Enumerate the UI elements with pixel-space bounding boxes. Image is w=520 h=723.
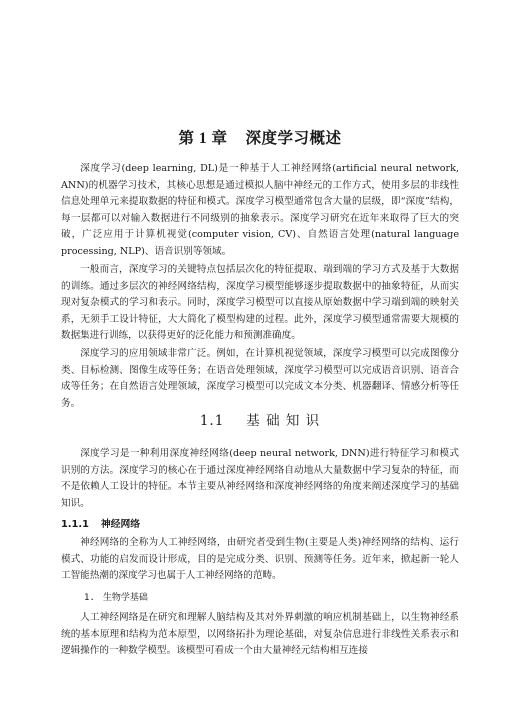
subsection-heading [61,516,140,530]
chapter-title-text: 深度学习概述 [245,128,342,147]
section-title-text: 基 础 知 识 [246,413,321,429]
intro-paragraph-1: 深度学习(deep learning, DL)是一种基于人工神经网络(artificial neural network, ANN)的机器学习技术，其核心思想是通过模拟人脑中神经元的工作方式，使用多层的非线性信息处理单元来提取数据的特征和模式。深度学习模型通常包含大量的层级，即“深度”结构，每一层都可以对输入数据进行不同级别的抽象表示。深度学习研究在近年来取得了巨大的突破，广泛应用于计算机视觉(computer vision, CV)、自然语言处理(natural language processing, NLP)、语音识别等领域。 [61,163,459,257]
chapter-title [0,126,520,148]
item-paragraph: 人工神经网络是在研究和理解人脑结构及其对外界刺激的响应机制基础上，以生物神经系统的基本原理和结构为范本原型，以网络拓扑为理论基础，对复杂信息进行非线性关系表示和逻辑操作的一种数学模型。该模型可看成一个由大量神经元结构相互连接 [61,612,459,656]
subsection-number: 1.1.1 [61,519,89,530]
section-heading [0,409,520,429]
chapter-number: 第 1 章 [178,130,228,147]
item-number: 1. [84,593,95,603]
intro-paragraph-3: 深度学习的应用领域非常广泛。例如，在计算机视觉领域，深度学习模型可以完成图像分类、目标检测、图像生成等任务；在语音处理领域，深度学习模型可以完成语音识别、语音合成等任务；在自然语言处理领域，深度学习模型可以完成文本分类、机器翻译、情感分析等任务。 [61,348,459,409]
subsection-paragraph: 神经网络的全称为人工神经网络，由研究者受到生物(主要是人类)神经网络的结构、运行模式、功能的启发而设计形成，目的是完成分类、识别、预测等任务。近年来，掀起新一轮人工智能热潮的深度学习也属于人工神经网络的范畴。 [61,537,459,581]
section-number: 1.1 [199,413,225,429]
intro-paragraph-2: 一般而言，深度学习的关键特点包括层次化的特征提取、端到端的学习方式及基于大数据的训练。通过多层次的神经网络结构，深度学习模型能够逐步提取数据中的抽象特征，从而实现对复杂模式的学习和表示。同时，深度学习模型可以直接从原始数据中学习端到端的映射关系，无须手工设计特征，大大简化了模型构建的过程。此外，深度学习模型通常需要大规模的数据集进行训练，以获得更好的泛化能力和预测准确度。 [61,264,459,341]
subsection-title-text: 神经网络 [100,519,141,530]
item-title-text: 生物学基础 [102,593,148,603]
section-paragraph: 深度学习是一种利用深度神经网络(deep neural network, DNN)进行特征学习和模式识别的方法。深度学习的核心在于通过深度神经网络自动地从大量数据中学习复杂的特征，而不是依赖人工设计的特征。本节主要从神经网络和深度神经网络的角度来阐述深度学习的基础知识。 [61,448,459,509]
item-heading [84,590,148,603]
